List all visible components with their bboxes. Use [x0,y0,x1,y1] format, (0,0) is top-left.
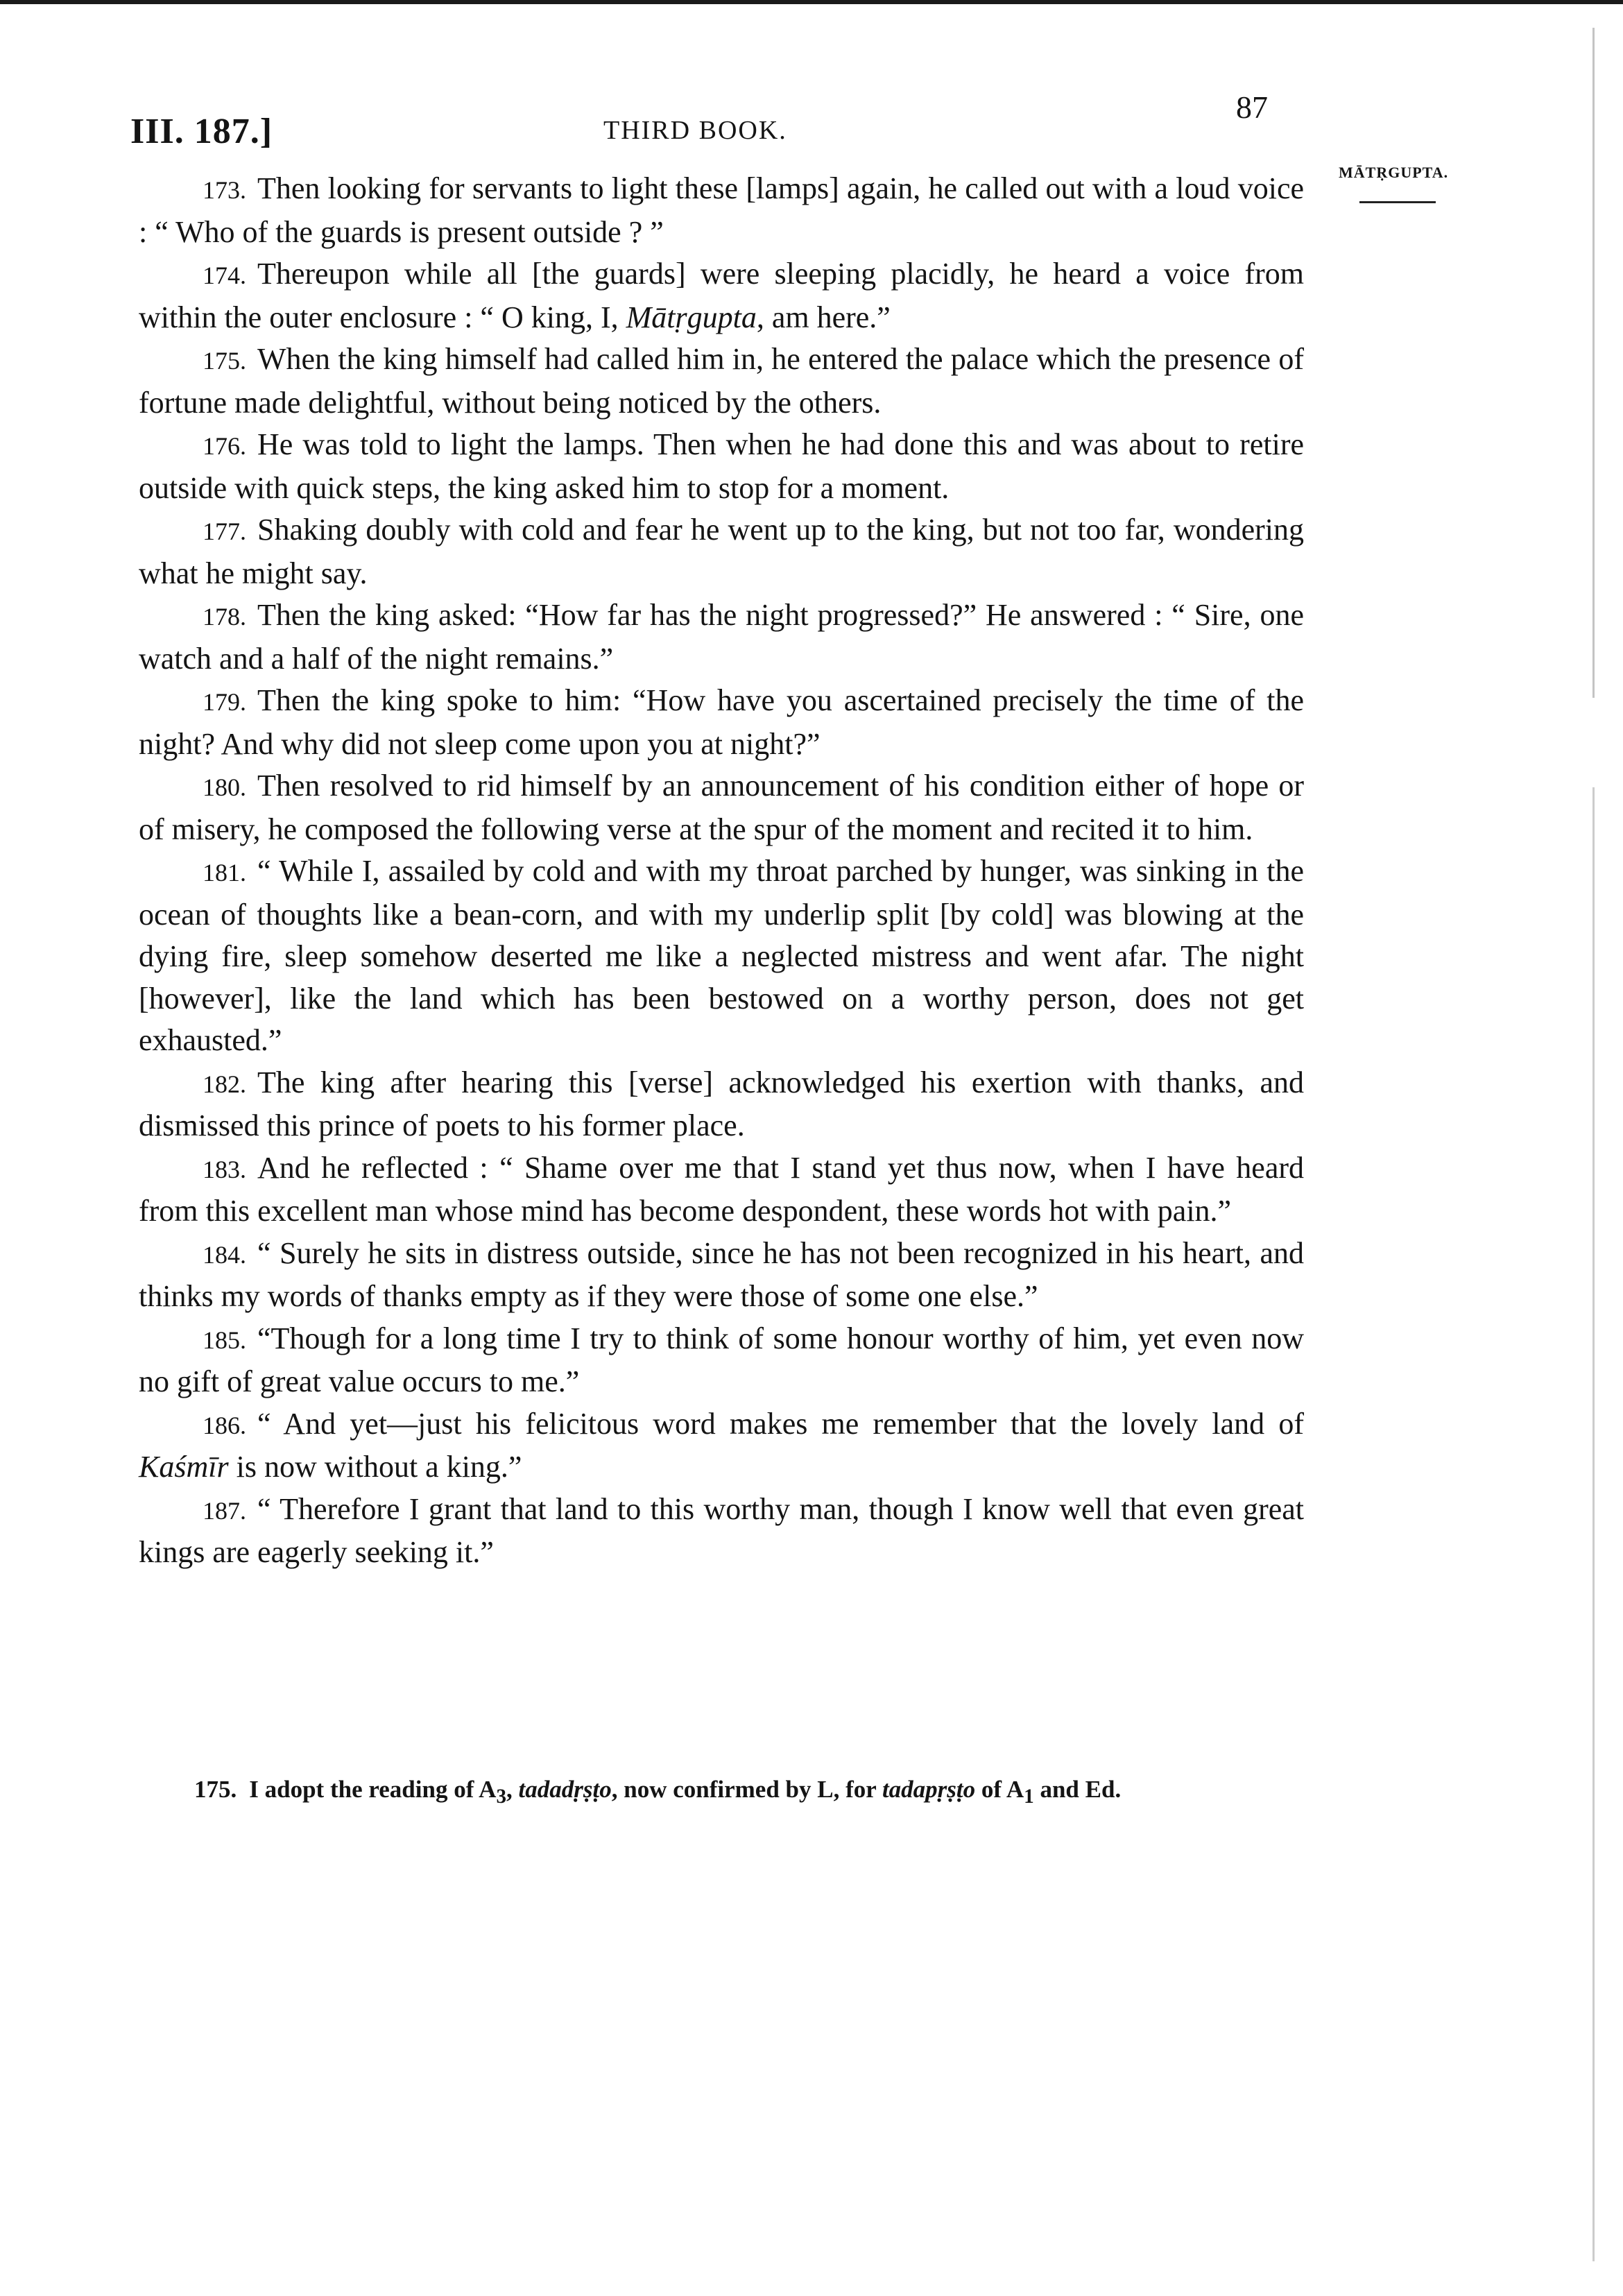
verse-text: “ Surely he sits in distress outside, since he has not been recognized in his heart, and thinks my words of thanks empty as if they were those of some one else.” [139,1235,1304,1313]
footnote [194,1773,1332,1813]
footnote-subscript: 3 [496,1785,507,1808]
verse-number: 173. [203,176,246,204]
verse-paragraph [139,1233,1304,1318]
verse-number: 180. [203,773,246,801]
verse-text: And he reflected : “ Shame over me that I stand yet thus now, when I have heard from this excellent man whose mind has become despondent, these words hot with pain.” [139,1150,1304,1228]
verse-number: 184. [203,1240,246,1269]
verse-paragraph [139,1062,1304,1147]
verse-text: “ While I, assailed by cold and with my throat parched by hunger, was sinking in the ocean of thoughts like a bean-corn, and with my underlip split [by cold] was blowing at the dying fire, sleep somehow deserted me like a neglected mistress and went afar. The night [however], like the land which has been bestowed on a worthy person, does not get exhausted.” [139,854,1304,1057]
verse-emphasis: Mātṛgupta [626,300,757,334]
verse-text: “Though for a long time I try to think of some honour worthy of him, yet even now no gift of great value occurs to me.” [139,1321,1304,1398]
verse-text: , am here.” [756,300,891,334]
margin-sidenote: MĀTṚGUPTA. [1339,164,1449,181]
verse-paragraph [139,765,1304,850]
verse-paragraph [139,509,1304,594]
verse-number: 176. [203,432,246,460]
running-header [0,89,1623,166]
footnote-text: , now confirmed by L, for [611,1776,882,1803]
verse-number: 182. [203,1070,246,1098]
verse-text: The king after hearing this [verse] acknowledged his exertion with thanks, and dismissed this prince of poets to his former place. [139,1065,1304,1142]
verse-text: “ Therefore I grant that land to this worthy man, though I know well that even great kings are eagerly seeking it.” [139,1491,1304,1569]
footnote-text: of A [975,1776,1024,1803]
main-text [139,168,1304,1574]
sidenote-underline [1359,201,1436,203]
footnote-text: and Ed. [1033,1776,1122,1803]
verse-paragraph [139,1147,1304,1233]
verse-paragraph [139,168,1304,253]
footnote-text: , [506,1776,519,1803]
verse-text: “ And yet—just his felicitous word makes me remember that the lovely land of [257,1406,1304,1441]
footnote-subscript: 1 [1024,1785,1034,1808]
verse-number: 181. [203,859,246,886]
verse-text: Then the king asked: “How far has the night progressed?” He answered : “ Sire, one watch and a half of the night remains.” [139,598,1304,676]
verse-emphasis: Kaśmīr [139,1450,229,1484]
verse-paragraph [139,1403,1304,1489]
footnote-emphasis: tadapṛṣṭo [882,1776,976,1803]
verse-paragraph [139,253,1304,339]
verse-number: 179. [203,688,246,716]
verse-number: 174. [203,262,246,289]
verse-text: Then the king spoke to him: “How have you ascertained precisely the time of the night? And why did not sleep come upon you at night?” [139,683,1304,761]
verse-text: He was told to light the lamps. Then when he had done this and was about to retire outside with quick steps, the king asked him to stop for a moment. [139,427,1304,505]
verse-number: 178. [203,603,246,631]
footnote-text: I adopt the reading of A [249,1776,497,1803]
verse-paragraph [139,424,1304,509]
verse-paragraph [139,1489,1304,1574]
page-number: 87 [1236,89,1268,125]
verse-text: When the king himself had called him in, he entered the palace which the presence of fortune made delightful, without being noticed by the others. [139,342,1304,420]
verse-number: 187. [203,1496,246,1525]
top-edge-rule [0,0,1623,4]
footnote-number: 175. [194,1776,237,1803]
verse-number: 177. [203,517,246,545]
verse-text: Shaking doubly with cold and fear he went up to the king, but not too far, wondering what he might say. [139,513,1304,590]
book-title: THIRD BOOK. [603,116,787,145]
verse-paragraph [139,594,1304,680]
verse-text: is now without a king.” [228,1450,522,1484]
verse-paragraph [139,1318,1304,1403]
section-reference: III. 187.] [130,112,273,151]
verse-number: 183. [203,1155,246,1183]
footnote-emphasis: tadadṛṣṭo [518,1776,612,1803]
verse-paragraph [139,339,1304,424]
verse-text: Thereupon while all [the guards] were sleeping placidly, he heard a voice from within the outer enclosure : “ O king, I, [139,257,1304,334]
verse-number: 185. [203,1326,246,1354]
page-edge [1592,28,1595,2261]
verse-paragraph [139,850,1304,1062]
verse-text: Then resolved to rid himself by an announcement of his condition either of hope or of misery, he composed the following verse at the spur of the moment and recited it to him. [139,769,1304,846]
verse-number: 175. [203,347,246,375]
verse-text: Then looking for servants to light these [lamps] again, he called out with a loud voice : “ Who of the guards is present outside ? ” [139,171,1304,249]
verse-paragraph [139,680,1304,765]
verse-number: 186. [203,1411,246,1439]
